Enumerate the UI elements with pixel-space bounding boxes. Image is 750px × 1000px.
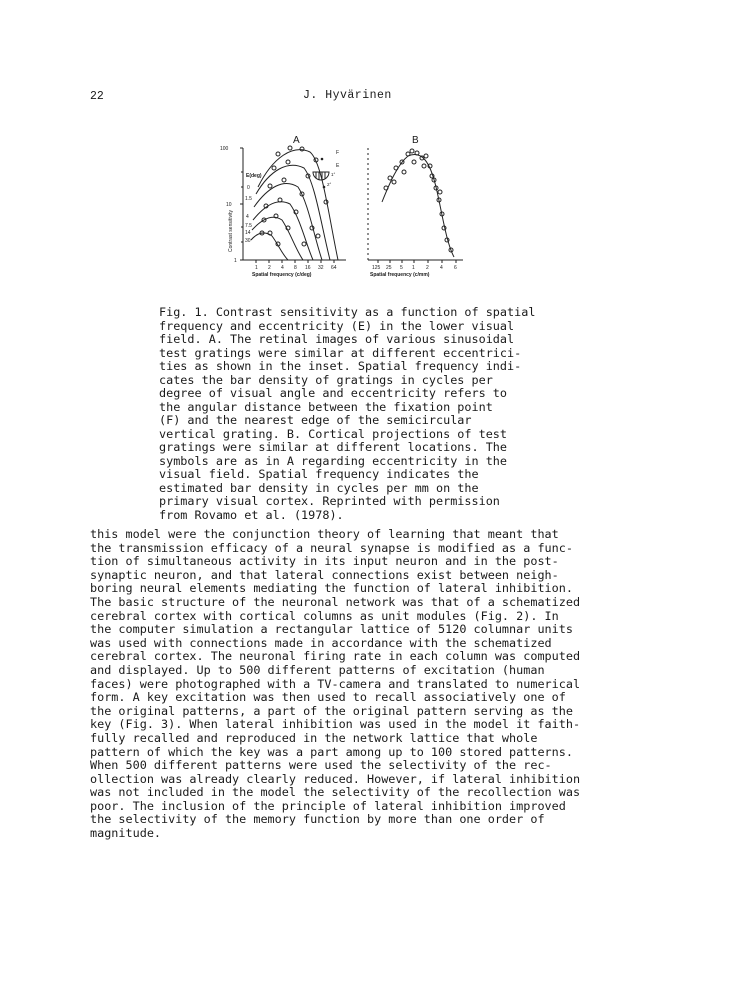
panel-b-xtick: 1: [412, 265, 415, 271]
panel-a-xtick: 4: [281, 265, 284, 271]
panel-a-xtick: 2: [268, 265, 271, 271]
inset-eccentricity-label: E: [336, 163, 340, 169]
curve-label: 30: [245, 238, 251, 244]
panel-b-xtick: 6: [454, 265, 457, 271]
running-head: J. Hyvärinen: [303, 89, 392, 102]
inset-label-2: 2°: [327, 182, 332, 187]
curve-label: 1.5: [245, 196, 252, 202]
curve-label: 14: [245, 230, 251, 236]
panel-b-xtick: 125: [372, 265, 381, 271]
panel-a-xtick: 16: [305, 265, 311, 271]
curve-label: 7.5: [245, 223, 252, 229]
inset-label-1: 1°: [331, 172, 336, 177]
page-number: 22: [90, 90, 104, 103]
panel-a: [240, 146, 346, 263]
figure-1-graphic: [218, 132, 470, 280]
curve-label: 4: [246, 214, 249, 220]
panel-a-ylabel: Contrast sensitivity: [228, 210, 234, 252]
figure-1: [218, 132, 470, 280]
panel-b-label: B: [412, 135, 419, 146]
panel-a-xtick: 32: [318, 265, 324, 271]
panel-a-xtick: 8: [294, 265, 297, 271]
panel-b-xtick: 5: [400, 265, 403, 271]
curve-label-header: E(deg): [246, 173, 262, 179]
panel-a-label: A: [293, 135, 300, 146]
panel-a-ytick-mid: 10: [226, 202, 232, 208]
panel-b-xtick: 2: [426, 265, 429, 271]
panel-b: [368, 148, 463, 263]
panel-b-xtick: 4: [440, 265, 443, 271]
panel-a-ytick-top: 100: [220, 146, 229, 152]
body-paragraph: this model were the conjunction theory of learning that meant that the transmission efficacy of a neural synapse is modified as a func- tion of simultaneous activity in its input neuron and in the post- synaptic neuron, and that lateral connections exist between neigh- boring neural elements mediating the function of lateral inhibition. The basic structure of the neuronal network was that of a schematized cerebral cortex with cortical columns as unit modules (Fig. 2). In the computer simulation a rectangular lattice of 5120 columnar units was used with connections made in accordance with the schematized cerebral cortex. The neuronal firing rate in each column was computed and displayed. Up to 500 different patterns of excitation (human faces) were photographed with a TV-camera and translated to numerical form. A key excitation was then used to recall associatively one of the original patterns, a part of the original pattern serving as the key (Fig. 3). When lateral inhibition was used in the model it faith- fully recalled and reproduced in the network lattice that whole pattern of which the key was a part among up to 100 stored patterns. When 500 different patterns were used the selectivity of the rec- ollection was already clearly reduced. However, if lateral inhibition was not included in the model the selectivity of the recollection was poor. The inclusion of the principle of lateral inhibition improved the selectivity of the memory function by more than one order of magnitude.: [90, 527, 581, 841]
inset-fixation-label: F: [336, 150, 340, 156]
panel-b-xlabel: Spatial frequency (c/mm): [370, 272, 430, 278]
panel-b-envelope: [382, 154, 454, 257]
panel-a-xlabel: Spatial frequency (c/deg): [252, 272, 312, 278]
curve-e14: [252, 217, 303, 260]
figure-caption: Fig. 1. Contrast sensitivity as a function of spatial frequency and eccentricity (E) in the lower visual field. A. The retinal images of various sinusoidal test gratings were similar at different eccentrici- ties as shown in the inset. Spatial frequency indi- cates the bar density of gratings in cycles per degree of visual angle and eccentricity refers to the angular distance between the fixation point (F) and the nearest edge of the semicircular vertical grating. B. Cortical projections of test gratings were similar at different locations. The symbols are as in A regarding eccentricity in the visual field. Spatial frequency indicates the estimated bar density in cycles per mm on the primary visual cortex. Reprinted with permission from Rovamo et al. (1978).: [159, 305, 536, 522]
curve-e30: [251, 233, 288, 260]
panel-a-ytick-bottom: 1: [234, 258, 237, 264]
panel-a-xtick: 1: [255, 265, 258, 271]
curve-label: 0: [247, 185, 250, 191]
panel-b-xtick: 25: [386, 265, 392, 271]
panel-a-xtick: 64: [331, 265, 337, 271]
